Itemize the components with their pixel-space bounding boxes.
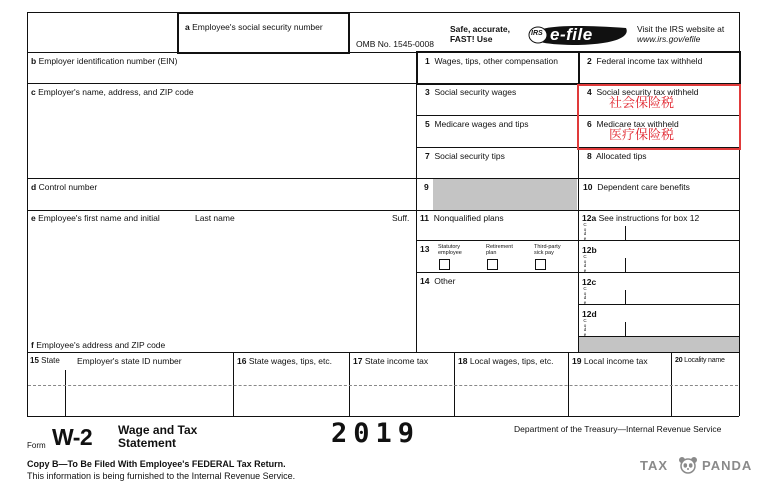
box-4-label: 4 Social security tax withheld [587, 87, 699, 97]
grid-line [233, 352, 234, 416]
box-12b-code-label: C o d e [583, 254, 587, 273]
grid-line [27, 210, 739, 211]
box-19-label: 19 Local income tax [572, 356, 648, 366]
grid-line [671, 352, 672, 416]
box-b-label: b Employer identification number (EIN) [31, 56, 178, 66]
grid-line [568, 352, 569, 416]
efile-logo-irs: IRS [531, 30, 543, 37]
grid-line [578, 52, 580, 84]
box-1-label: 1 Wages, tips, other compensation [425, 56, 558, 66]
grid-line [625, 322, 626, 336]
box-9-label: 9 [424, 182, 429, 192]
retirement-plan-checkbox[interactable] [487, 259, 498, 270]
box-e-suffix: Suff. [392, 213, 410, 223]
grid-line [27, 352, 739, 353]
box-2-label: 2 Federal income tax withheld [587, 56, 703, 66]
box-4-chinese-annotation: 社会保险税 [609, 96, 675, 111]
form-title: Wage and Tax Statement [118, 423, 198, 450]
state-row-divider [28, 385, 738, 386]
form-word: Form [27, 441, 46, 450]
copy-b-instruction: Copy B—To Be Filed With Employee's FEDERAL Tax Return. [27, 459, 286, 469]
box-12a-label: 12a See instructions for box 12 [582, 213, 700, 223]
box-15-label: 15 State [30, 356, 60, 365]
statutory-employee-label: Statutory employee [438, 244, 462, 256]
box-d-label: d Control number [31, 182, 98, 192]
form-bottom-border [27, 416, 739, 417]
box-17-label: 17 State income tax [353, 356, 429, 366]
box-6-chinese-annotation: 医疗保险税 [609, 128, 675, 143]
box-18-label: 18 Local wages, tips, etc. [458, 356, 554, 366]
box-c-label: c Employer's name, address, and ZIP code [31, 87, 194, 97]
box-14-label: 14 Other [420, 276, 456, 286]
box-5-label: 5 Medicare wages and tips [425, 119, 529, 129]
box-e-last-name: Last name [195, 213, 235, 223]
box-9-shading [433, 179, 577, 210]
grid-line [578, 304, 739, 305]
form-top-border [27, 12, 739, 13]
ssn-label: a Employee's social security number [185, 22, 323, 32]
retirement-plan-label: Retirement plan [486, 244, 513, 256]
box-f-label: f Employee's address and ZIP code [31, 340, 166, 350]
efile-logo [528, 24, 632, 46]
box-15-employer-state-id-label: Employer's state ID number [77, 356, 182, 366]
visit-irs-text: Visit the IRS website at www.irs.gov/efile [637, 24, 725, 44]
box-12a-code-label: C o d e [583, 222, 587, 241]
box-16-label: 16 State wages, tips, etc. [237, 356, 332, 366]
box-6-label: 6 Medicare tax withheld [587, 119, 679, 129]
grid-line [625, 258, 626, 272]
third-party-sick-pay-label: Third-party sick pay [534, 244, 561, 256]
grid-line [625, 290, 626, 304]
box-12-bottom-shading [579, 337, 739, 352]
panda-icon [678, 456, 698, 474]
box-11-label: 11 Nonqualified plans [420, 213, 504, 223]
grid-line [349, 352, 350, 416]
safe-text: Safe, accurate, FAST! Use [450, 24, 511, 44]
box-12d-label: 12d [582, 309, 597, 319]
statutory-employee-checkbox[interactable] [439, 259, 450, 270]
grid-line [416, 52, 417, 352]
watermark-tax: TAX [640, 458, 669, 473]
box-e-label: e Employee's first name and initial [31, 213, 160, 223]
department-text: Department of the Treasury—Internal Revenue Service [514, 424, 722, 434]
box-12b-label: 12b [582, 245, 597, 255]
watermark-panda: PANDA [702, 458, 753, 473]
form-year: 2019 [331, 418, 421, 449]
box-12c-code-label: C o d e [583, 286, 587, 305]
grid-line [65, 370, 66, 416]
form-id: W-2 [52, 424, 93, 450]
omb-number: OMB No. 1545-0008 [356, 39, 434, 49]
box-12c-label: 12c [582, 277, 597, 287]
ssn-box[interactable] [177, 12, 350, 54]
form-left-border [27, 12, 28, 416]
copy-b-note: This information is being furnished to the Internal Revenue Service. [27, 471, 296, 481]
box-3-label: 3 Social security wages [425, 87, 517, 97]
grid-line [27, 178, 739, 179]
box-13-label: 13 [420, 244, 430, 254]
grid-line [454, 352, 455, 416]
box-7-label: 7 Social security tips [425, 151, 505, 161]
box-8-label: 8 Allocated tips [587, 151, 647, 161]
box-10-label: 10 Dependent care benefits [583, 182, 690, 192]
box-20-label: 20 Locality name [675, 357, 725, 364]
third-party-sick-pay-checkbox[interactable] [535, 259, 546, 270]
efile-logo-word: e-file [550, 25, 593, 44]
box-12d-code-label: C o d e [583, 318, 587, 337]
grid-line [625, 226, 626, 240]
